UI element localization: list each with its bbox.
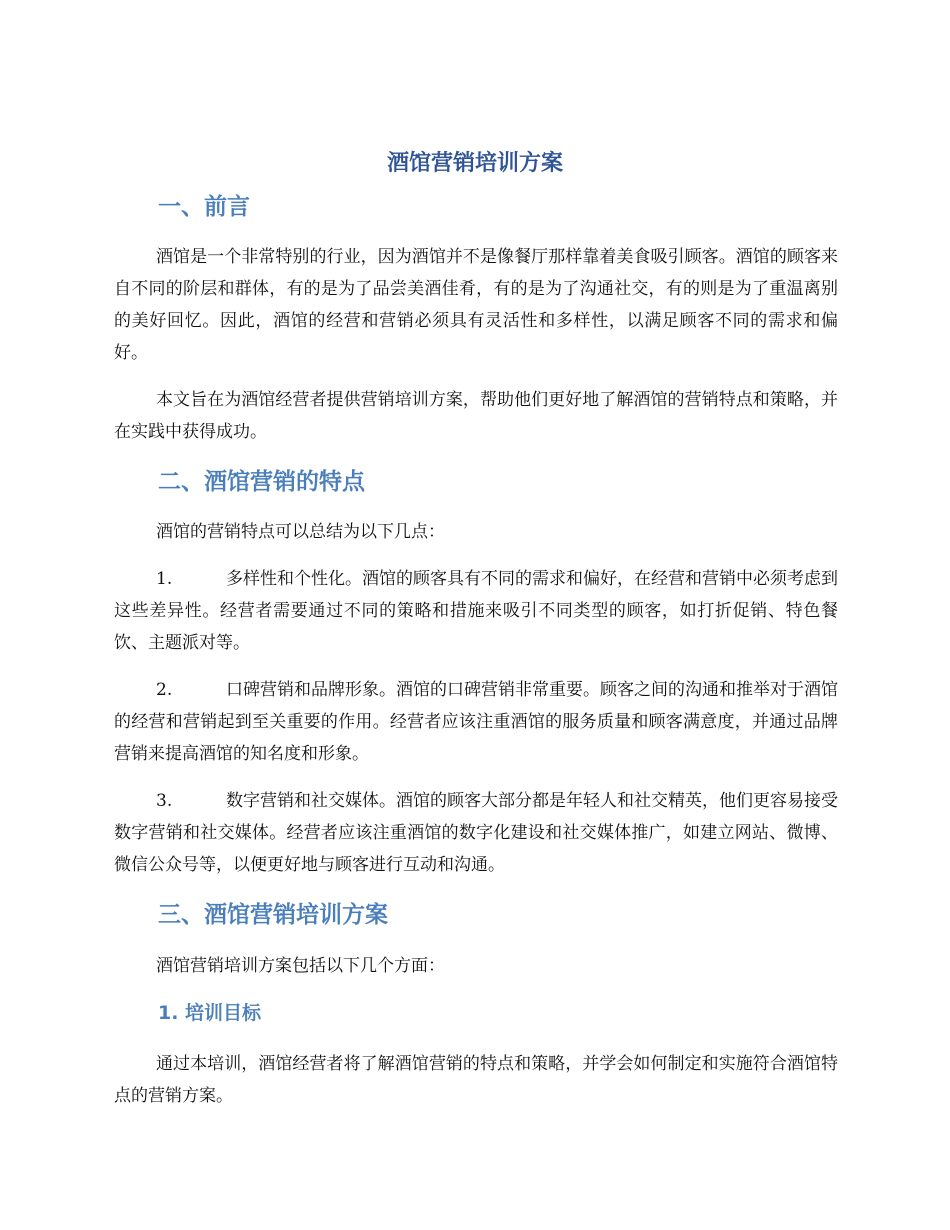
section-heading-preface: 一、前言 — [158, 194, 250, 220]
preface-paragraph-1: 酒馆是一个非常特别的行业，因为酒馆并不是像餐厅那样靠着美食吸引顾客。酒馆的顾客来自不同的阶层和群体，有的是为了品尝美酒佳肴，有的是为了沟通社交，有的则是为了重温离别的美好回忆。因此，酒馆的经营和营销必须具有灵活性和多样性，以满足顾客不同的需求和偏好。 — [114, 247, 838, 363]
section-heading-features: 二、酒馆营销的特点 — [158, 469, 365, 495]
feature-item-3 — [114, 785, 838, 881]
feature-item-number: 3. — [156, 791, 173, 811]
feature-item-2 — [114, 674, 838, 770]
feature-item-1 — [114, 563, 838, 659]
subsection-heading-training-goals: 1. 培训目标 — [158, 1002, 262, 1024]
section-heading-training-plan: 三、酒馆营销培训方案 — [158, 902, 388, 928]
feature-item-text: 数字营销和社交媒体。酒馆的顾客大部分都是年轻人和社交精英，他们更容易接受数字营销和社交媒体。经营者应该注重酒馆的数字化建设和社交媒体推广，如建立网站、微博、微信公众号等，以便更好地与顾客进行互动和沟通。 — [114, 791, 838, 875]
training-plan-intro: 酒馆营销培训方案包括以下几个方面： — [156, 956, 445, 976]
feature-item-number: 2. — [156, 680, 173, 700]
feature-item-text: 多样性和个性化。酒馆的顾客具有不同的需求和偏好，在经营和营销中必须考虑到这些差异性。经营者需要通过不同的策略和措施来吸引不同类型的顾客，如打折促销、特色餐饮、主题派对等。 — [114, 569, 838, 653]
feature-item-text: 口碑营销和品牌形象。酒馆的口碑营销非常重要。顾客之间的沟通和推举对于酒馆的经营和营销起到至关重要的作用。经营者应该注重酒馆的服务质量和顾客满意度，并通过品牌营销来提高酒馆的知名度和形象。 — [114, 680, 838, 764]
preface-paragraph-2: 本文旨在为酒馆经营者提供营销培训方案，帮助他们更好地了解酒馆的营销特点和策略，并在实践中获得成功。 — [114, 390, 838, 442]
features-intro: 酒馆的营销特点可以总结为以下几点： — [156, 522, 445, 542]
document-title: 酒馆营销培训方案 — [386, 151, 563, 176]
feature-item-number: 1. — [156, 569, 173, 589]
training-goals-paragraph: 通过本培训，酒馆经营者将了解酒馆营销的特点和策略，并学会如何制定和实施符合酒馆特点的营销方案。 — [114, 1054, 838, 1106]
